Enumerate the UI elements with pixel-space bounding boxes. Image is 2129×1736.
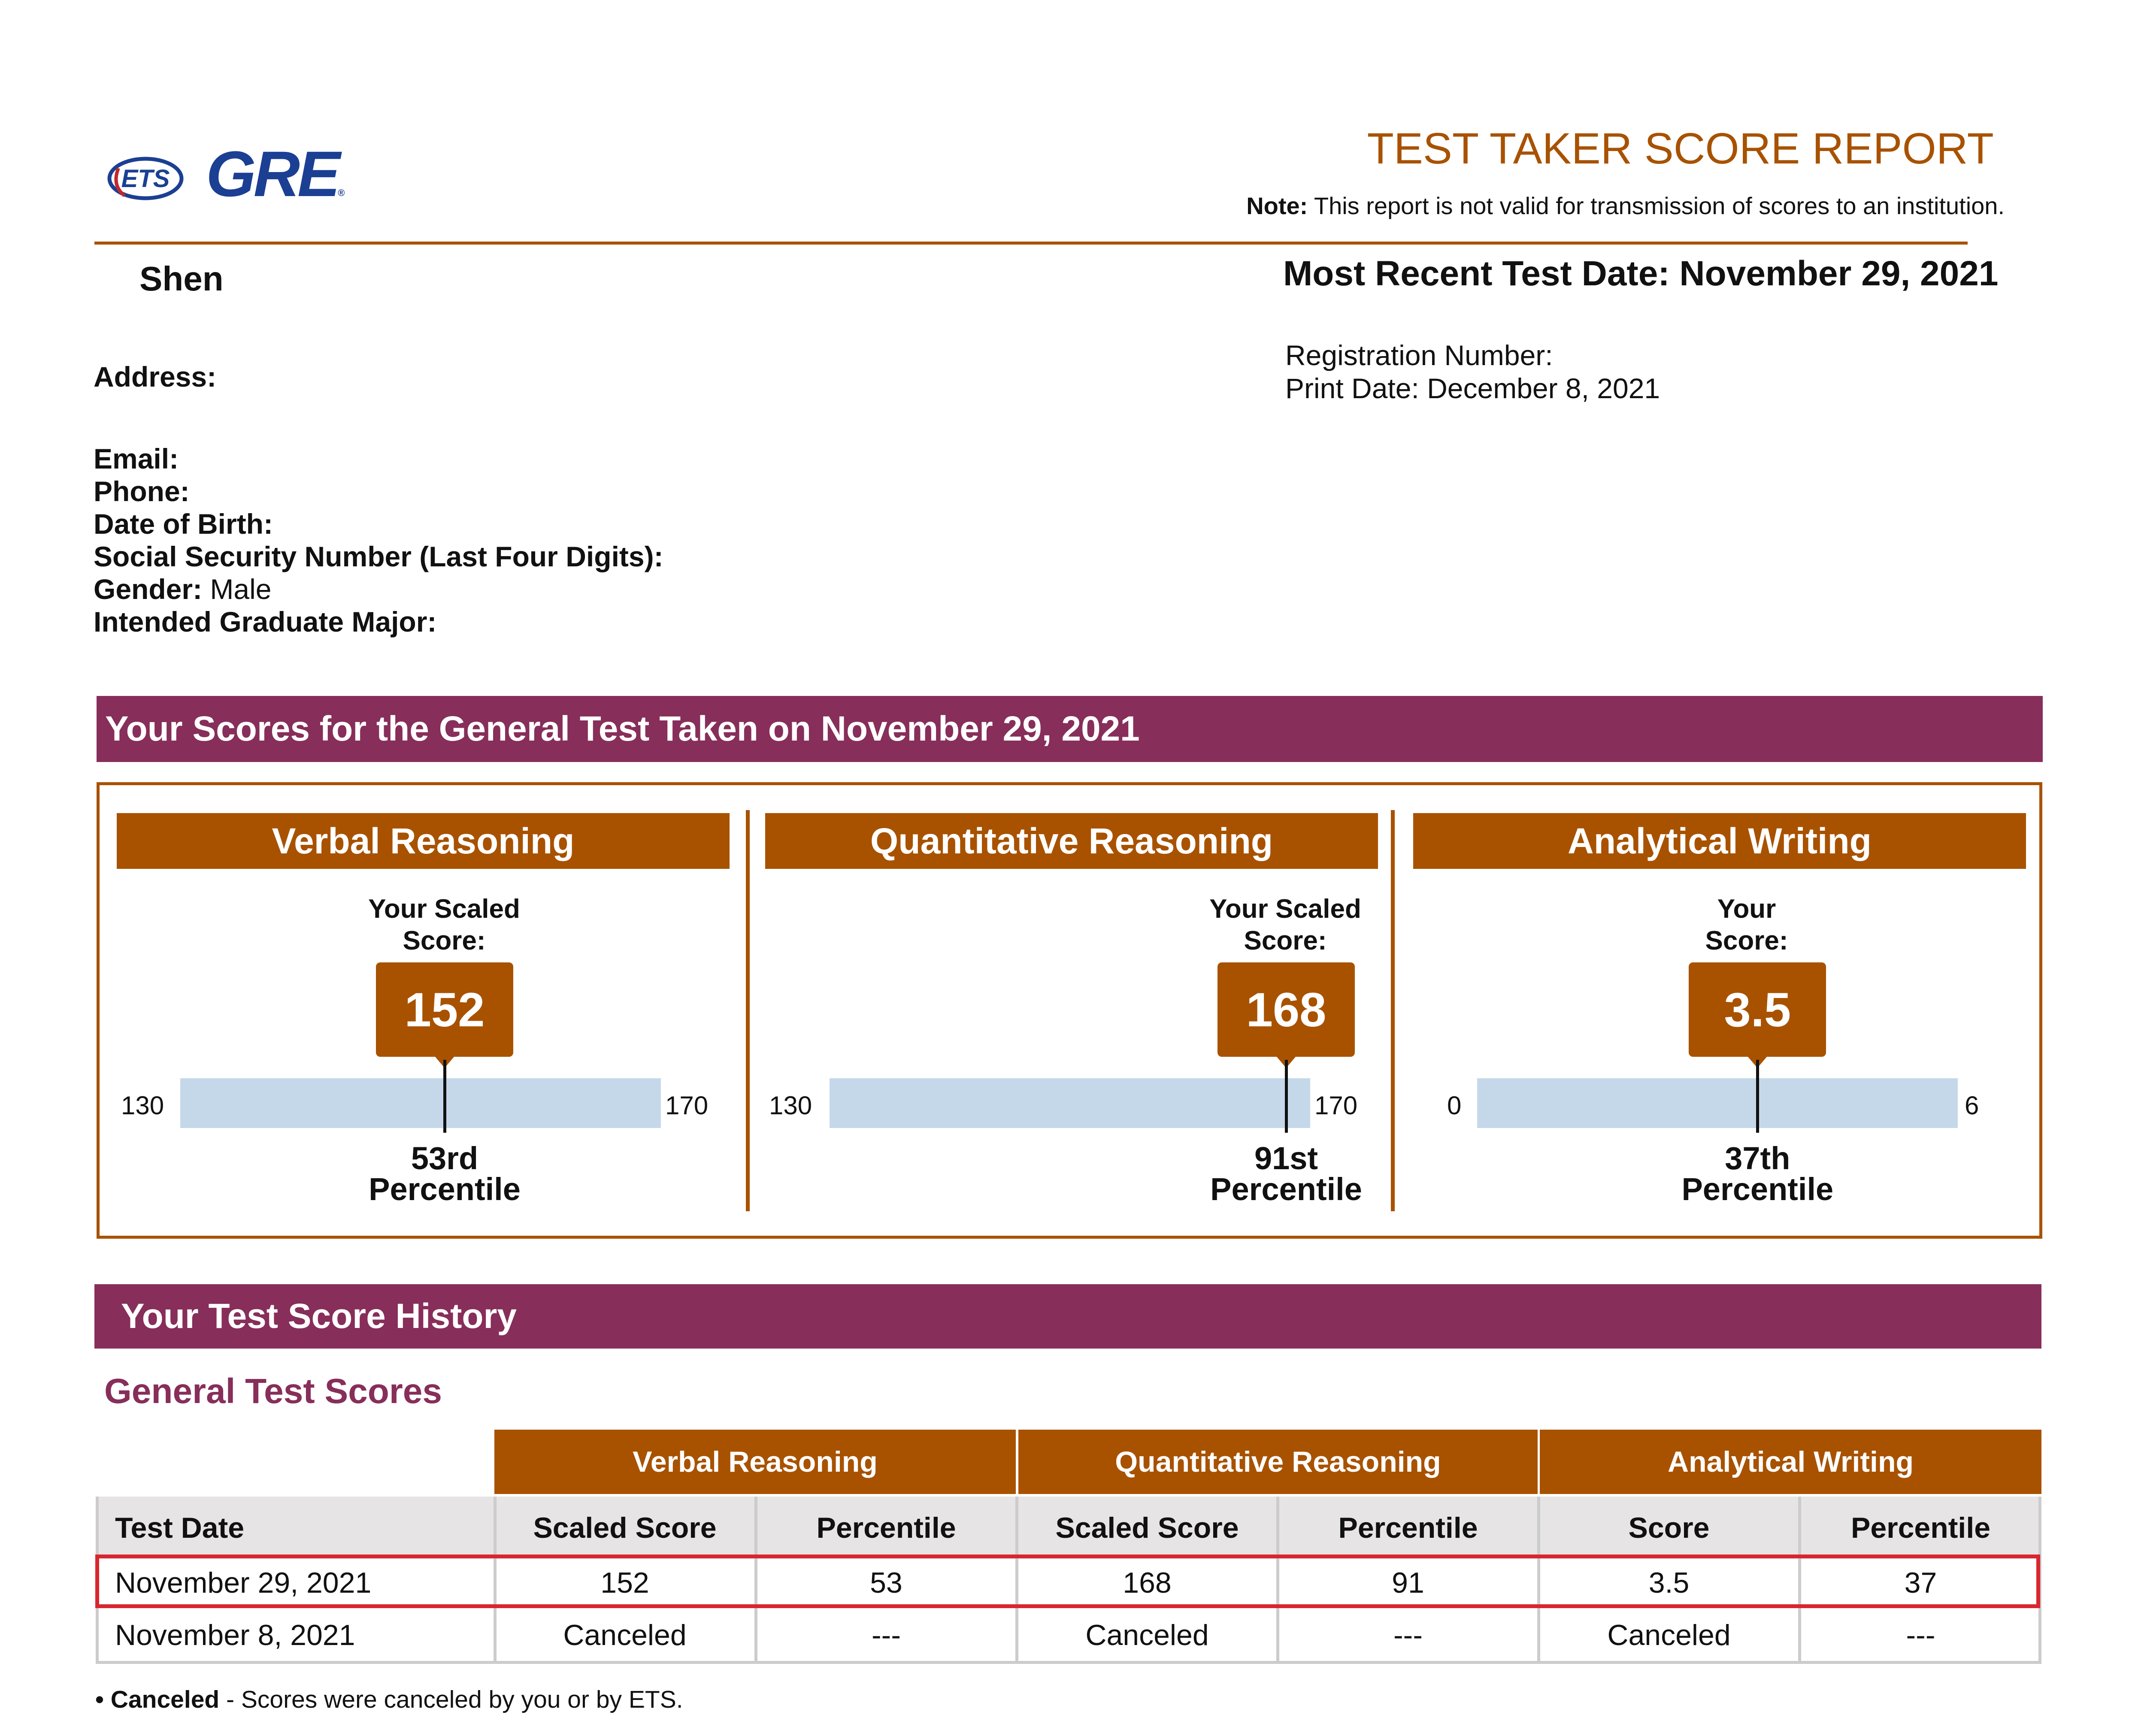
verbal-percentile: 53rd Percentile: [369, 1140, 521, 1207]
writing-scale-min: 0: [1447, 1091, 1462, 1120]
phone-field: Phone:: [94, 475, 190, 507]
dob-field: Date of Birth:: [94, 508, 273, 540]
footnote-term: Canceled: [110, 1686, 220, 1713]
ets-logo: [107, 155, 184, 202]
note-text: This report is not valid for transmission of scores to an institution.: [1308, 192, 2005, 219]
verbal-scale-max: 170: [665, 1091, 709, 1120]
table-group-verbal: Verbal Reasoning: [494, 1430, 1016, 1494]
gender-value: Male: [202, 573, 272, 605]
note-label: Note:: [1246, 192, 1308, 219]
table-row-2-quant-scaled: Canceled: [1085, 1619, 1209, 1651]
quant-percentile: 91st Percentile: [1210, 1140, 1362, 1207]
col-verbal-percentile: Percentile: [816, 1511, 956, 1544]
table-row-2-verbal-percentile: ---: [872, 1619, 901, 1651]
table-group-quant: Quantitative Reasoning: [1018, 1430, 1538, 1494]
table-grid-line: [96, 1661, 2041, 1664]
quant-scale-min: 130: [769, 1091, 812, 1120]
gender-field: Gender: Male: [94, 573, 272, 605]
print-date: Print Date: December 8, 2021: [1285, 372, 1660, 404]
table-row-2-writing-score: Canceled: [1607, 1619, 1731, 1651]
table-row-1-quant-scaled: 168: [1123, 1567, 1172, 1599]
table-row-1-verbal-percentile: 53: [870, 1567, 902, 1599]
table-row-1-verbal-scaled: 152: [600, 1567, 649, 1599]
svg-text:ETS: ETS: [121, 165, 170, 193]
quant-score-label: Your Scaled Score:: [1209, 894, 1361, 956]
panel-divider: [746, 810, 750, 1211]
test-taker-name: Shen: [139, 260, 224, 298]
quant-score-bar: [830, 1078, 1310, 1128]
quant-scale-max: 170: [1314, 1091, 1358, 1120]
table-group-writing: Analytical Writing: [1540, 1430, 2041, 1494]
table-row-2-quant-percentile: ---: [1393, 1619, 1423, 1651]
quant-header: Quantitative Reasoning: [765, 813, 1378, 869]
verbal-scale-min: 130: [121, 1091, 164, 1120]
col-writing-score: Score: [1628, 1511, 1710, 1544]
canceled-footnote: • Canceled - Scores were canceled by you or by ETS.: [95, 1686, 683, 1713]
validity-note: [1246, 194, 2005, 218]
col-quant-scaled: Scaled Score: [1055, 1511, 1239, 1544]
writing-score-box: 3.5: [1689, 962, 1826, 1057]
registration-number: Registration Number:: [1285, 339, 1553, 371]
table-row-2-date: November 8, 2021: [115, 1619, 355, 1651]
table-row-2-writing-percentile: ---: [1906, 1619, 1935, 1651]
email-field: Email:: [94, 443, 179, 475]
writing-score-bar: [1477, 1078, 1958, 1128]
verbal-score-box: 152: [376, 962, 513, 1057]
col-test-date: Test Date: [115, 1511, 245, 1544]
major-field: Intended Graduate Major:: [94, 606, 437, 638]
address-field: Address:: [94, 361, 217, 393]
registration-info: [1285, 339, 1660, 405]
most-recent-test-date: Most Recent Test Date: November 29, 2021: [1283, 254, 1999, 293]
verbal-score-label: Your Scaled Score:: [368, 894, 520, 956]
header-rule: [94, 242, 1968, 245]
table-row-1-writing-percentile: 37: [1904, 1567, 1937, 1599]
gre-logo: GRE®: [206, 138, 345, 210]
history-banner: Your Test Score History: [94, 1284, 2041, 1349]
verbal-score-marker: [443, 1060, 446, 1133]
scores-banner: Your Scores for the General Test Taken on November 29, 2021: [97, 696, 2043, 762]
table-row-1-date: November 29, 2021: [115, 1567, 372, 1599]
ssn-field: Social Security Number (Last Four Digits):: [94, 541, 663, 572]
writing-header: Analytical Writing: [1413, 813, 2026, 869]
table-row-2-verbal-scaled: Canceled: [563, 1619, 687, 1651]
quant-score-box: 168: [1217, 962, 1355, 1057]
writing-percentile: 37th Percentile: [1681, 1140, 1834, 1207]
history-subhead: General Test Scores: [104, 1372, 442, 1411]
verbal-score-bar: [180, 1078, 661, 1128]
col-verbal-scaled: Scaled Score: [533, 1511, 717, 1544]
footnote-text: - Scores were canceled by you or by ETS.: [219, 1686, 683, 1713]
most-recent-row-highlight: [95, 1555, 2040, 1608]
writing-scale-max: 6: [1965, 1091, 1979, 1120]
table-row-1-writing-score: 3.5: [1648, 1567, 1690, 1599]
writing-score-marker: [1756, 1060, 1759, 1133]
table-row-1-quant-percentile: 91: [1392, 1567, 1424, 1599]
col-writing-percentile: Percentile: [1850, 1511, 1991, 1544]
verbal-header: Verbal Reasoning: [117, 813, 730, 869]
report-title: TEST TAKER SCORE REPORT: [1367, 124, 1994, 173]
col-quant-percentile: Percentile: [1338, 1511, 1478, 1544]
writing-score-label: Your Score:: [1705, 894, 1788, 956]
quant-score-marker: [1285, 1060, 1288, 1133]
